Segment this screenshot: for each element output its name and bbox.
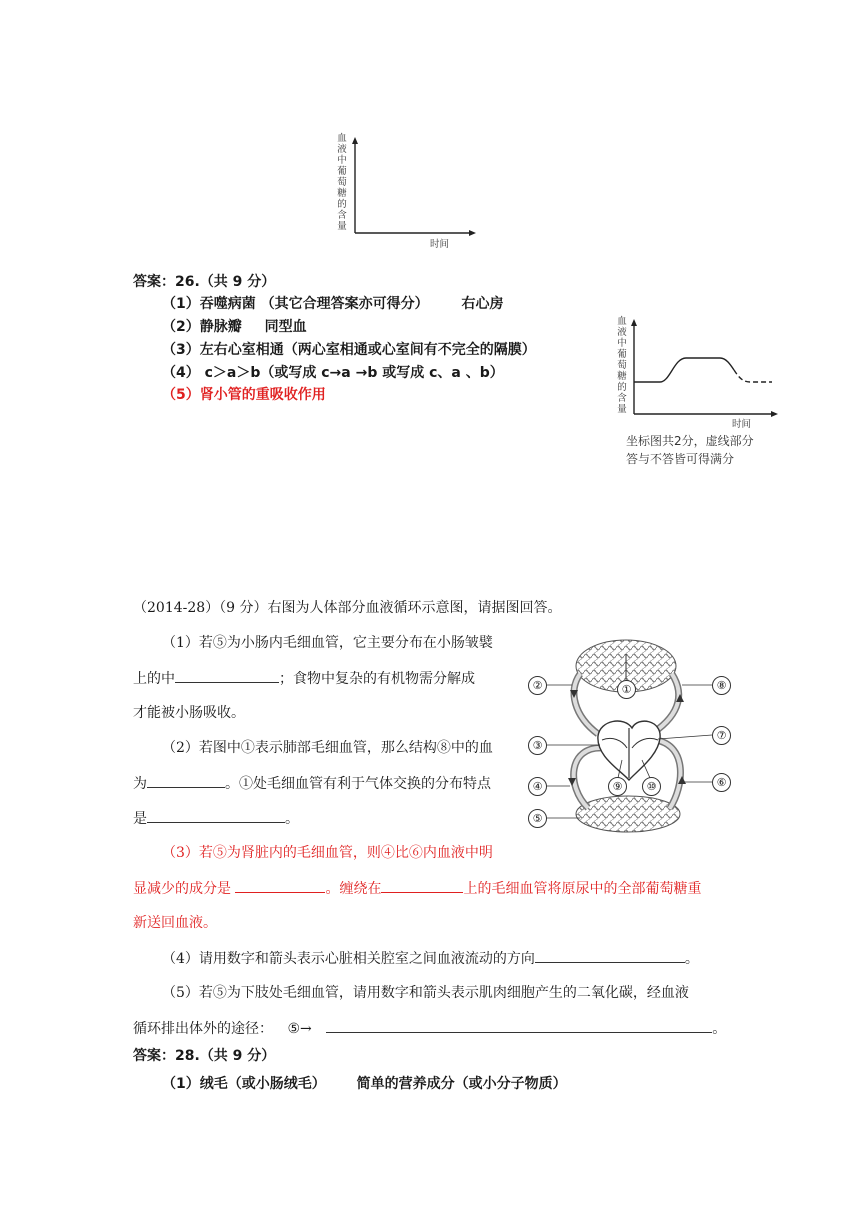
diagram-label-1: ① xyxy=(617,680,636,699)
q28-p1-line2-a: 上的中 xyxy=(133,671,175,687)
q28-p2-line1: （2）若图中①表示肺部毛细血管，那么结构⑧中的血 xyxy=(162,740,493,756)
q28-p2-line2 xyxy=(133,773,491,794)
answer26-item-2-a: （2）静脉瓣 xyxy=(162,319,242,335)
answer26-item-1 xyxy=(162,294,504,314)
answer26-item-2 xyxy=(162,317,307,337)
diagram-label-10: ⑩ xyxy=(642,777,661,796)
answer26-item-1-a: （1）吞噬病菌 （其它合理答案亦可得分） xyxy=(162,296,429,312)
answer26-item-3: （3）左右心室相通（两心室相通或心室间有不完全的隔膜） xyxy=(162,342,536,358)
q28-p4-text: （4）请用数字和箭头表示心脏相关腔室之间血液流动的方向 xyxy=(162,951,535,967)
q28-p5-line2 xyxy=(133,1018,726,1039)
q28-blank-3[interactable] xyxy=(147,808,285,823)
q28-p3-line1: （3）若⑤为肾脏内的毛细血管，则④比⑥内血液中明 xyxy=(162,845,493,861)
answer-glucose-graph xyxy=(612,312,792,472)
q28-p5-line2-a: 循环排出体外的途径： xyxy=(133,1021,273,1037)
q28-blank-5[interactable] xyxy=(381,878,463,893)
graph2-x-label: 时间 xyxy=(732,419,752,430)
graph2-y-label: 血液中葡萄糖的含量 xyxy=(617,316,627,415)
answer28-item-1-a: （1）绒毛（或小肠绒毛） xyxy=(162,1076,326,1092)
diagram-label-2: ② xyxy=(528,676,547,695)
diagram-label-5: ⑤ xyxy=(528,809,547,828)
q28-p1-line2-b: ；食物中复杂的有机物需分解成 xyxy=(279,671,475,687)
q28-p5-end: 。 xyxy=(712,1021,727,1037)
q28-p2-line3-a: 是 xyxy=(133,811,147,827)
diagram-label-4: ④ xyxy=(528,777,547,796)
q28-p2-line3 xyxy=(133,808,299,829)
diagram-label-8: ⑧ xyxy=(712,676,731,695)
diagram-label-6: ⑥ xyxy=(712,773,731,792)
answer26-item-4: （4） c＞a＞b（或写成 c→a →b 或写成 c、a 、b） xyxy=(162,365,504,381)
q28-blank-4[interactable] xyxy=(235,878,325,893)
q28-intro: （2014-28）（9 分）右图为人体部分血液循环示意图，请据图回答。 xyxy=(133,600,562,616)
answer26-heading: 答案：26.（共 9 分） xyxy=(133,274,276,290)
answer26-item-2-b: 同型血 xyxy=(264,319,307,335)
q28-p2-line2-a: 为 xyxy=(133,776,147,792)
answer28-item-1 xyxy=(162,1074,567,1094)
answer26-item-1-b: 右心房 xyxy=(461,296,504,312)
q28-p2-line3-end: 。 xyxy=(285,811,299,827)
q28-p1-line1: （1）若⑤为小肠内毛细血管，它主要分布在小肠皱襞 xyxy=(162,635,493,651)
q28-p3-line3: 新送回血液。 xyxy=(133,915,217,931)
graph2-axes-and-curve xyxy=(612,312,792,422)
graph1-axes xyxy=(330,130,490,250)
q28-p1-line2 xyxy=(133,668,475,689)
q28-p5-line1: （5）若⑤为下肢处毛细血管，请用数字和箭头表示肌肉细胞产生的二氧化碳，经血液 xyxy=(162,985,689,1001)
answer28-item-1-b: 简单的营养成分（或小分子物质） xyxy=(356,1076,567,1092)
q28-p3-line2-c: 上的毛细血管将原尿中的全部葡萄糖重 xyxy=(463,881,702,897)
q28-blank-7[interactable] xyxy=(326,1018,712,1033)
diagram-label-7: ⑦ xyxy=(712,726,731,745)
blood-circulation-diagram xyxy=(528,636,738,836)
diagram-label-9: ⑨ xyxy=(608,777,627,796)
graph1-y-label: 血液中葡萄糖的含量 xyxy=(337,133,347,232)
q28-p3-line2 xyxy=(133,878,701,899)
graph2-note-line-1: 坐标图共2分，虚线部分 xyxy=(626,434,754,448)
q28-p3-line2-b: 。缠绕在 xyxy=(325,881,382,897)
graph2-note-line-2: 答与不答皆可得满分 xyxy=(626,452,735,466)
q28-p2-line2-b: 。①处毛细血管有利于气体交换的分布特点 xyxy=(225,776,491,792)
diagram-leader-lines xyxy=(528,636,738,836)
q28-blank-6[interactable] xyxy=(535,948,685,963)
q28-blank-2[interactable] xyxy=(147,773,225,788)
empty-glucose-graph xyxy=(330,130,490,250)
answer26-item-5: （5）肾小管的重吸收作用 xyxy=(162,387,326,403)
graph1-x-label: 时间 xyxy=(430,239,450,250)
answer28-heading: 答案：28.（共 9 分） xyxy=(133,1048,276,1064)
q28-p5-line2-b: ⑤→ xyxy=(287,1021,312,1037)
q28-p3-line2-a: 显减少的成分是 xyxy=(133,881,231,897)
q28-p1-line3: 才能被小肠吸收。 xyxy=(133,705,245,721)
diagram-label-3: ③ xyxy=(528,736,547,755)
q28-blank-1[interactable] xyxy=(175,668,279,683)
q28-p4-end: 。 xyxy=(684,951,699,967)
q28-p4 xyxy=(162,948,699,969)
